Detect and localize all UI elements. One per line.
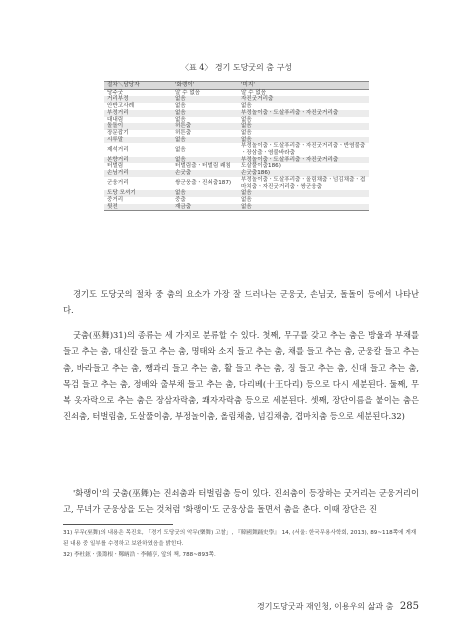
paragraph: [63, 327, 419, 425]
table-cell: 시루말: [104, 137, 172, 144]
table-cell: 없음: [238, 204, 369, 211]
table-caption: 〈표 4〉 경기 도당굿의 춤 구성: [180, 63, 293, 72]
table-cell: 재금춤: [172, 204, 238, 211]
paragraph-text: 굿춤(巫舞)31)의 종류는 세 가지로 분류할 수 있다. 첫째, 무구를 갖고 추는 춤은 방울과 부채를 들고 추는 춤, 대신칼 들고 추는 춤, 명태와 소지 들고 추는 춤, 채를 들고 추는 춤, 군웅칼 들고 추는 춤, 바라들고 추는 춤, 쨍과리 들고 추는 춤, 활 들고 추는 춤, 징 들고 추는 춤, 신대 들고 추는 춤, 목검 들고 추는 춤, 정배와 출부채 들고 추는 춤, 다리베(十王다리) 등으로 다시 세분된다. 둘째, 무복 옷자락으로 추는 춤은 장삼자락춤, 쾌자자락춤 등으로 세분된다. 셋째, 장단이름을 붙이는 춤은 진쇠춤, 터벌림춤, 도살풀이춤, 부정놀이춤, 올림채춤, 넘김채춤, 겹마치춤 등으로 세분된다.32): [63, 330, 419, 422]
table-cell: 없음: [175, 103, 186, 110]
table-cell: 쌍군웅춤ㆍ진쇠춤187): [175, 180, 232, 187]
table-cell: 손굿춤: [172, 170, 238, 177]
table-cell: 알 수 없음: [175, 89, 201, 96]
table-row: [104, 143, 369, 156]
table-cell: 장문잡기: [107, 129, 129, 136]
table-row: [104, 130, 369, 137]
table-header-cell: '미지': [238, 82, 369, 90]
table-cell: 없음: [175, 116, 186, 123]
table-cell: 중거리: [107, 196, 124, 203]
table-cell: 없음: [172, 157, 238, 164]
table-cell: 없음: [172, 137, 238, 144]
paragraph-text: '화랭이'의 굿춤(巫舞)는 진쇠춤과 터벌림춤 등이 있다. 진쇠춤이 등장하는 굿거리는 군웅거리이고, 무녀가 군웅상을 도는 것처럼 '화랭이'도 군웅상을 돌면서 춤을 춘다. 이때 장단은 진: [63, 488, 419, 515]
table-row: [104, 197, 369, 204]
footnote-32: 32) 李杜鉉ㆍ張籌根ㆍ鄭昞浩ㆍ李輔亨, 앞의 책, 788~893쪽.: [63, 552, 216, 558]
table-cell: 도당 모셔기: [104, 190, 172, 197]
table-cell: 자진굿거리춤: [238, 96, 369, 103]
table-cell: 터벌림춤ㆍ터벌림 쾌침: [175, 163, 231, 170]
footnote-divider: [63, 524, 173, 525]
table-cell: 당주굿: [107, 89, 124, 96]
table-row: [104, 163, 369, 170]
table-cell: 없음: [238, 190, 369, 197]
paragraph: [63, 286, 419, 319]
table-cell: 없음: [172, 96, 238, 103]
table-cell: 군웅거리: [107, 180, 129, 187]
table-row: [104, 110, 369, 117]
table-cell: 뒷전: [104, 204, 172, 211]
table-cell: 제석거리: [107, 146, 129, 153]
table-header-row: [104, 82, 369, 90]
table-cell: 손굿춤186): [238, 170, 369, 177]
table-cell: 부정놀이춤ㆍ도살푸리춤ㆍ자진굿거리춤: [238, 157, 369, 164]
table-cell: 없음: [241, 116, 252, 123]
table-cell: 터벌림: [107, 163, 124, 170]
table-row: [104, 103, 369, 110]
table-cell: 부정놀이춤ㆍ도살푸리춤ㆍ자진굿거리춤: [238, 110, 369, 117]
running-title: 경기도당굿과 재인청, 이용우의 삶과 춤: [256, 602, 394, 611]
table-cell: 없음: [172, 190, 238, 197]
table-row: [104, 157, 369, 164]
table-cell: 안반고사례: [107, 103, 135, 110]
paragraph-text: 경기도 도당굿의 절차 중 춤의 요소가 가장 잘 드러나는 군웅굿, 손님굿, 돌돌이 등에서 나타난다.: [63, 289, 419, 316]
table-cell: 없음: [241, 103, 252, 110]
dance-composition-table: [104, 81, 369, 211]
page-number: 285: [399, 601, 419, 612]
table-cell: 손님거리: [104, 170, 172, 177]
table-cell: 부정거리: [104, 110, 172, 117]
table-cell: 알 수 없음: [241, 89, 267, 96]
table-row: [104, 96, 369, 103]
table-row: [104, 177, 369, 190]
table-row: [104, 123, 369, 130]
table-row: [104, 170, 369, 177]
table-cell: 허튼춤: [175, 129, 192, 136]
table-cell: 중춤: [175, 196, 186, 203]
table-cell: 도살풀이춤186): [241, 163, 281, 170]
table-cell: 본향거리: [104, 157, 172, 164]
table-cell: 없음: [241, 196, 252, 203]
table-row: [104, 190, 369, 197]
table-row: [104, 89, 369, 96]
page-footer: [257, 601, 419, 612]
table-cell: 거리부정: [104, 96, 172, 103]
footnote-31: 31) 무무(巫舞)의 내용은 목진호, 「경기 도당굿의 악무(樂舞) 고찰」, 『韓國舞踊史學』 14, (서울: 한국무용사학회, 2013), 89~118쪽에 게재된 내용 중 일부를 수정하고 보완하였음을 밝힌다.: [63, 530, 417, 547]
table-cell: 없음: [238, 137, 369, 144]
table-cell: 부정놀이춤ㆍ도살푸리춤ㆍ올림채춤ㆍ넘김채춤ㆍ겹마치춤ㆍ자진굿거리춤ㆍ쌍군웅춤: [241, 176, 366, 190]
table-cell: 없음: [241, 129, 252, 136]
table-cell: 돌돌이: [104, 123, 172, 130]
table-header-cell: 절차＼담당자: [104, 82, 172, 90]
table-cell: 허튼춤: [172, 123, 238, 130]
table-row: [104, 204, 369, 211]
table-cell: 대내림: [107, 116, 124, 123]
table-cell: 없음: [238, 123, 369, 130]
table-row: [104, 117, 369, 124]
table-cell: 없음: [172, 110, 238, 117]
paragraph: [63, 485, 419, 518]
table-header-cell: '화랭이': [172, 82, 238, 90]
table-cell: 없음: [175, 146, 186, 153]
table-cell: 부정놀이춤ㆍ도살푸리춤ㆍ자진굿거리춤ㆍ반염불춤ㆍ장삼춤ㆍ염불바라춤: [241, 143, 366, 157]
